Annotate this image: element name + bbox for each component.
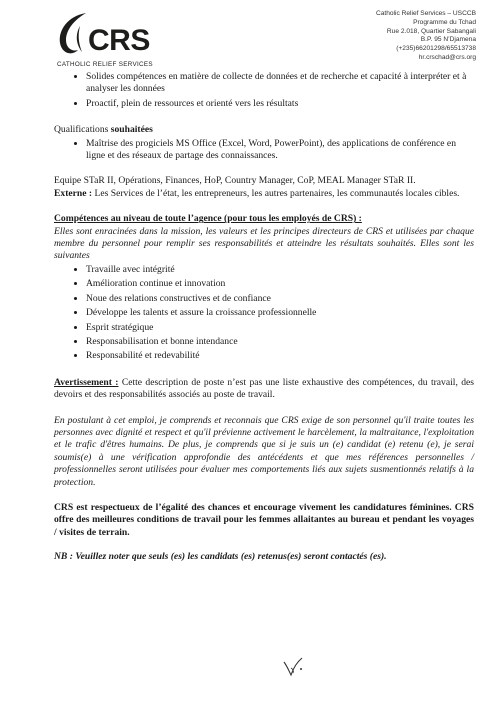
office-address [376, 10, 476, 63]
equality-statement: CRS est respectueux de l’égalité des chances et encourage vivement les candidatures féminines. CRS offre des meilleures conditions de travail pour les femmes allaitantes au bureau et pendant les voyages / visites de terrain. [54, 501, 474, 538]
list-item: • Noue des relations constructives et de confiance [86, 292, 474, 305]
address-line: Catholic Relief Services – USCCB [375, 10, 476, 17]
address-email: hr.crschad@crs.org [418, 53, 476, 61]
address-line: B.P. 95 N’Djamena [420, 36, 476, 44]
agency-competencies-intro: Elles sont enracinées dans la mission, les valeurs et les principes directeurs de CRS et utilisées par chaque membre du personnel pour remplir ses responsabilités et atteindre les résultats souhaités. Elles sont les suivantes [54, 225, 474, 262]
list-item: • Travaille avec intégrité [86, 263, 474, 276]
desired-qualifications-list [54, 137, 474, 163]
list-item: • Responsabilisation et bonne intendance [86, 335, 474, 348]
list-item: • Développe les talents et assure la croissance professionnelle [86, 306, 474, 319]
safeguarding-statement: En postulant à cet emploi, je comprends et reconnais que CRS exige de son personnel qu'il traite toutes les personnes avec dignité et respect et qu'il prévienne activement le harcèlement, la maltraitance, l'exploitation et le trafic d'êtres humains. De plus, je comprends que si je suis un (e) candidat (e) retenu (e), je serai soumis(e) à une vérification approfondie des antécédents et que mes références personnelles / professionnelles seront utilisées pour évaluer mes comportements liés aux sujets susmentionnés relatifs à la protection. [54, 414, 474, 488]
required-qualifications-list [54, 70, 474, 110]
address-line: Rue 2.018, Quartier Sabangali [386, 27, 476, 35]
list-item: • Proactif, plein de ressources et orienté vers les résultats [86, 97, 474, 110]
list-item: • Esprit stratégique [86, 321, 474, 334]
crs-logo [56, 10, 176, 68]
agency-competencies-list [54, 263, 474, 363]
document-body [54, 70, 474, 564]
agency-competencies-heading: Compétences au niveau de toute l’agence (pour tous les employés de CRS) : [54, 213, 362, 225]
logo-tagline: CATHOLIC RELIEF SERVICES [57, 61, 153, 68]
list-item: • Amélioration continue et innovation [86, 277, 474, 290]
external-contacts: Externe : Les Services de l’état, les entrepreneurs, les autres partenaires, les communautés locales cibles. [54, 187, 460, 199]
list-item: • Maîtrise des progiciels MS Office (Excel, Word, PowerPoint), des applications de conférence en ligne et des réseaux de partage des connaissances. [86, 137, 474, 163]
desired-emphasis: souhaitées [110, 124, 153, 136]
internal-contacts: Equipe STaR II, Opérations, Finances, HoP, Country Manager, CoP, MEAL Manager STaR II. [54, 175, 416, 187]
address-line: Programme du Tchad [413, 18, 476, 26]
logo-wordmark: CRS [88, 24, 150, 57]
contact-note: NB : Veuillez noter que seuls (es) les candidats (es) retenus(es) seront contactés (es). [54, 551, 387, 563]
list-item: • Responsabilité et redevabilité [86, 349, 474, 362]
list-item: • Solides compétences en matière de collecte de données et de recherche et capacité à interpréter et à analyser les données [86, 70, 474, 96]
disclaimer: Avertissement : Cette description de poste n’est pas une liste exhaustive des compétences, du travail, des devoirs et des responsabilités associés au poste de travail. [54, 376, 474, 401]
address-line: (+235)66201298/65513738 [396, 45, 476, 53]
initials-signature [282, 656, 304, 678]
external-label: Externe : [54, 187, 93, 199]
signature-mark [300, 668, 302, 670]
disclaimer-label: Avertissement : [54, 376, 119, 388]
desired-qualifications-heading: Qualifications souhaitées [54, 124, 153, 136]
